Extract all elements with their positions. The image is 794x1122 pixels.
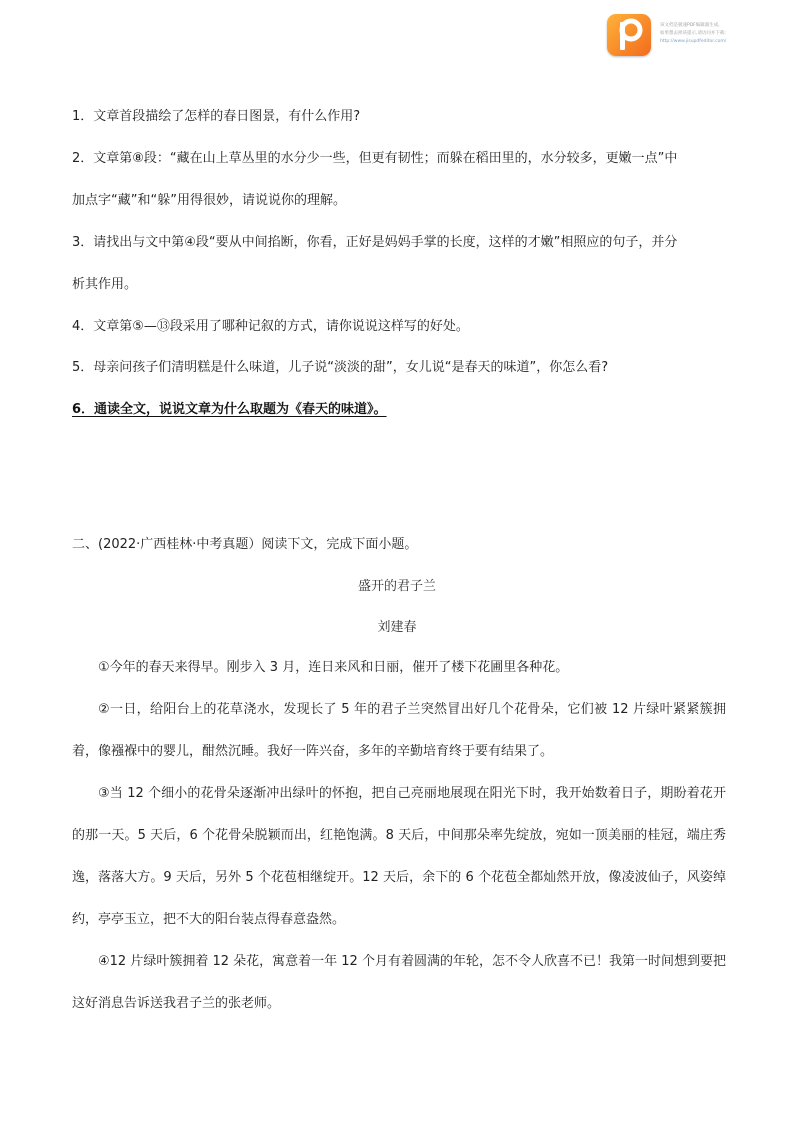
watermark-url[interactable]: http://www.jisupdfeditor.com/ bbox=[660, 39, 727, 44]
question-1: 1．文章首段描绘了怎样的春日图景，有什么作用? bbox=[72, 109, 361, 124]
article-paragraph-3: ③当 12 个细小的花骨朵逐渐冲出绿叶的怀抱，把自己亮丽地展现在阳光下时，我开始数着日子，期盼着花开的那一天。5 天后，6 个花骨朵脱颖而出，红艳饱满。8 天后，中间那朵率先绽放，宛如一顶美丽的桂冠，端庄秀逸，落落大方。9 天后，另外 5 个花苞相继绽开。12 天后，余下的 6 个花苞全都灿然开放，像凌波仙子，风姿绰约，亭亭玉立，把不大的阳台装点得春意盎然。 bbox=[72, 786, 726, 927]
article-paragraph-4: ④12 片绿叶簇拥着 12 朵花，寓意着一年 12 个月有着圆满的年轮，怎不令人欣喜不已！我第一时间想到要把这好消息告诉送我君子兰的张老师。 bbox=[72, 954, 726, 1011]
article-paragraph-1: ①今年的春天来得早。刚步入 3 月，连日来风和日丽，催开了楼下花圃里各种花。 bbox=[98, 660, 569, 675]
question-4: 4．文章第⑤—⑬段采用了哪种记叙的方式，请你说说这样写的好处。 bbox=[72, 319, 469, 334]
article-title: 盛开的君子兰 bbox=[357, 579, 436, 594]
article-paragraph-2: ②一日，给阳台上的花草浇水，发现长了 5 年的君子兰突然冒出好几个花骨朵，它们被 12 片绿叶紧紧簇拥着，像襁褓中的婴儿，酣然沉睡。我好一阵兴奋，多年的辛勤培育终于要有结果了。 bbox=[72, 702, 726, 759]
pdf-editor-logo-icon bbox=[607, 14, 651, 56]
question-3-line1: 3．请找出与文中第④段“要从中间掐断，你看，正好是妈妈手掌的长度，这样的才嫩”相照应的句子，并分 bbox=[72, 235, 678, 250]
question-2-line1: 2．文章第⑧段：“藏在山上草丛里的水分少一些，但更有韧性；而躲在稻田里的，水分较多，更嫩一点”中 bbox=[72, 151, 678, 166]
question-2-line2: 加点字“藏”和“躲”用得很妙，请说说你的理解。 bbox=[72, 193, 346, 208]
article-author: 刘建春 bbox=[377, 620, 417, 635]
watermark-line2: 如果想去掉该提示,请访问并下载: bbox=[660, 31, 726, 36]
watermark-notice bbox=[660, 22, 790, 46]
question-3-line2: 析其作用。 bbox=[72, 277, 138, 292]
watermark-line1: 该文档是极速PDF编辑器生成, bbox=[660, 23, 720, 28]
section-heading: 二、(2022·广西桂林·中考真题）阅读下文，完成下面小题。 bbox=[72, 537, 418, 552]
question-6: 6．通读全文，说说文章为什么取题为《春天的味道》。 bbox=[72, 402, 387, 417]
question-5: 5．母亲问孩子们清明糕是什么味道，儿子说“淡淡的甜”，女儿说“是春天的味道”，你怎么看? bbox=[72, 360, 609, 375]
